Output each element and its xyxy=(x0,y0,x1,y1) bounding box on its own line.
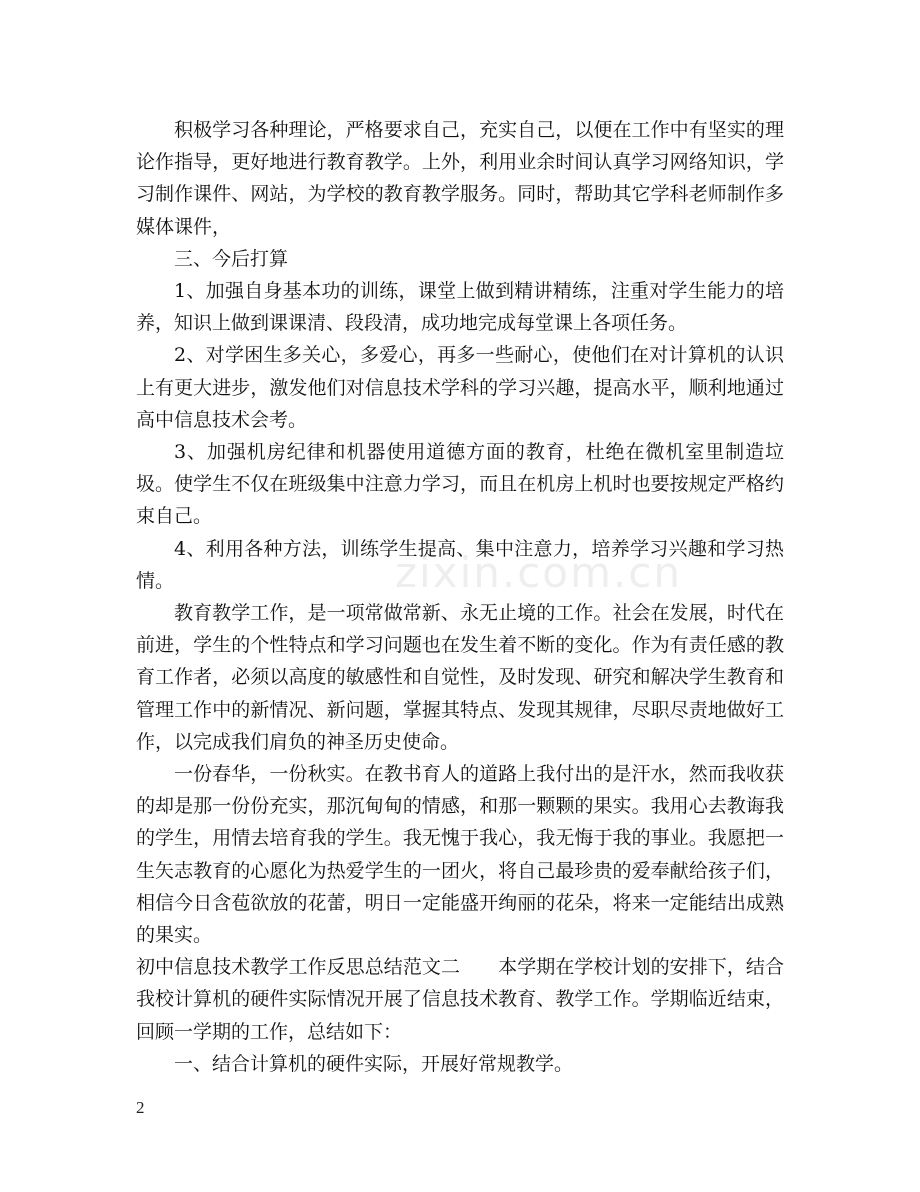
body-text xyxy=(136,114,784,1080)
paragraph-plan-3: 3、加强机房纪律和机器使用道德方面的教育，杜绝在微机室里制造垃圾。使学生不仅在班级集中注意力学习，而且在机房上机时也要按规定严格约束自己。 xyxy=(136,441,784,528)
page-number: 2 xyxy=(136,1098,145,1117)
section-heading-future-plans: 三、今后打算 xyxy=(174,247,289,270)
paragraph-sample-two-intro: 初中信息技术教学工作反思总结范文二 本学期在学校计划的安排下，结合我校计算机的硬件实际情况开展了信息技术教育、教学工作。学期临近结束，回顾一学期的工作，总结如下： xyxy=(136,956,784,1043)
paragraph-teaching-work: 教育教学工作，是一项常做常新、永无止境的工作。社会在发展，时代在前进，学生的个性特点和学习问题也在发生着不断的变化。作为有责任感的教育工作者，必须以高度的敏感性和自觉性，及时发现、研究和解决学生教育和管理工作中的新情况、新问题，掌握其特点、发现其规律，尽职尽责地做好工作，以完成我们肩负的神圣历史使命。 xyxy=(136,602,784,753)
paragraph-study-theory: 积极学习各种理论，严格要求自己，充实自己，以便在工作中有坚实的理论作指导，更好地进行教育教学。上外，利用业余时间认真学习网络知识，学习制作课件、网站，为学校的教育教学服务。同时，帮助其它学科老师制作多媒体课件， xyxy=(136,119,784,238)
paragraph-spring-autumn: 一份春华，一份秋实。在教书育人的道路上我付出的是汗水，然而我收获的却是那一份份充实，那沉甸甸的情感，和那一颗颗的果实。我用心去教诲我的学生，用情去培育我的学生。我无愧于我心，我无悔于我的事业。我愿把一生矢志教育的心愿化为热爱学生的一团火，将自己最珍贵的爱奉献给孩子们，相信今日含苞欲放的花蕾，明日一定能盛开绚丽的花朵，将来一定能结出成熟的果实。 xyxy=(136,763,784,947)
section-heading-routine-teaching: 一、结合计算机的硬件实际，开展好常规教学。 xyxy=(174,1052,574,1075)
watermark: zixin.com.cn xyxy=(395,548,682,597)
paragraph-plan-2: 2、对学困生多关心，多爱心，再多一些耐心，使他们在对计算机的认识上有更大进步，激发他们对信息技术学科的学习兴趣，提高水平，顺利地通过高中信息技术会考。 xyxy=(136,344,784,431)
paragraph-plan-1: 1、加强自身基本功的训练，课堂上做到精讲精练，注重对学生能力的培养，知识上做到课课清、段段清，成功地完成每堂课上各项任务。 xyxy=(136,280,784,335)
paragraph-plan-4: 4、利用各种方法，训练学生提高、集中注意力，培养学习兴趣和学习热情。 xyxy=(136,537,784,592)
